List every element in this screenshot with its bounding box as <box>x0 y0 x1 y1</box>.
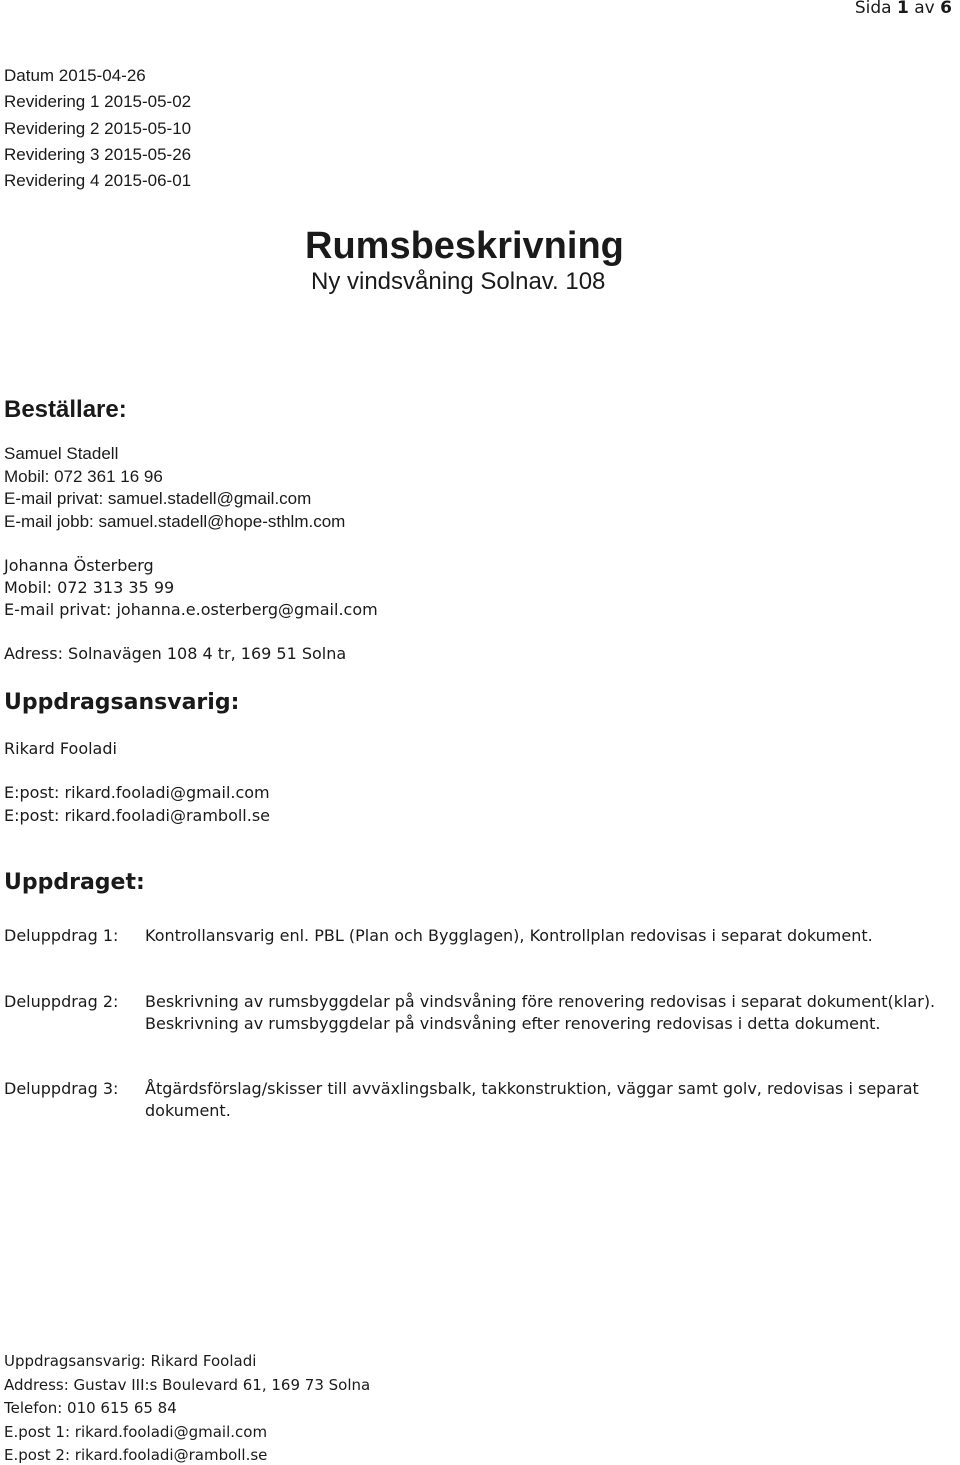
client-address: Adress: Solnavägen 108 4 tr, 169 51 Solna <box>4 644 347 663</box>
responsible-email-2: E:post: rikard.fooladi@ramboll.se <box>4 806 271 825</box>
revision-1: Revidering 1 2015-05-02 <box>4 92 192 111</box>
footer-email-2: E.post 2: rikard.fooladi@ramboll.se <box>4 1446 268 1464</box>
page-number-current: 1 <box>897 0 909 18</box>
revision-2: Revidering 2 2015-05-10 <box>4 119 192 138</box>
responsible-heading: Uppdragsansvarig: <box>4 690 240 715</box>
revision-3: Revidering 3 2015-05-26 <box>4 145 192 164</box>
task-2-text: Beskrivning av rumsbyggdelar på vindsvåning före renovering redovisas i separat dokument(klar). Beskrivning av rumsbyggdelar på vindsvåning efter renovering redovisas i detta dokument. <box>145 992 936 1033</box>
task-3-label: Deluppdrag 3: <box>4 1079 119 1098</box>
assignment-heading: Uppdraget: <box>4 870 145 895</box>
revision-date: Datum 2015-04-26 <box>4 66 146 85</box>
client1-name: Samuel Stadell <box>4 444 119 463</box>
page-number <box>855 0 952 18</box>
client2-name: Johanna Österberg <box>4 556 154 575</box>
document-title: Rumsbeskrivning <box>305 225 624 267</box>
task-2-label: Deluppdrag 2: <box>4 992 119 1011</box>
responsible-name: Rikard Fooladi <box>4 739 117 758</box>
footer-address: Address: Gustav III:s Boulevard 61, 169 73 Solna <box>4 1376 371 1394</box>
client2-email-private: E-mail privat: johanna.e.osterberg@gmail.com <box>4 600 378 619</box>
document-subtitle: Ny vindsvåning Solnav. 108 <box>311 268 606 295</box>
client-heading: Beställare: <box>4 396 127 423</box>
page-number-total: 6 <box>940 0 952 18</box>
footer-responsible: Uppdragsansvarig: Rikard Fooladi <box>4 1352 257 1370</box>
responsible-email-1: E:post: rikard.fooladi@gmail.com <box>4 783 270 802</box>
page-number-prefix: Sida <box>854 0 892 18</box>
footer-email-1: E.post 1: rikard.fooladi@gmail.com <box>4 1423 268 1441</box>
task-1-text: Kontrollansvarig enl. PBL (Plan och Bygglagen), Kontrollplan redovisas i separat dokument. <box>145 926 873 945</box>
task-1-label: Deluppdrag 1: <box>4 926 119 945</box>
client1-email-private: E-mail privat: samuel.stadell@gmail.com <box>4 489 312 508</box>
client1-email-work: E-mail jobb: samuel.stadell@hope-sthlm.com <box>4 512 346 531</box>
footer-phone: Telefon: 010 615 65 84 <box>4 1399 177 1417</box>
revision-4: Revidering 4 2015-06-01 <box>4 171 192 190</box>
client2-mobile: Mobil: 072 313 35 99 <box>4 578 175 597</box>
page-number-mid: av <box>914 0 935 18</box>
client1-mobile: Mobil: 072 361 16 96 <box>4 467 163 486</box>
task-3-text: Åtgärdsförslag/skisser till avväxlingsbalk, takkonstruktion, väggar samt golv, redovisas i separat dokument. <box>145 1079 919 1120</box>
